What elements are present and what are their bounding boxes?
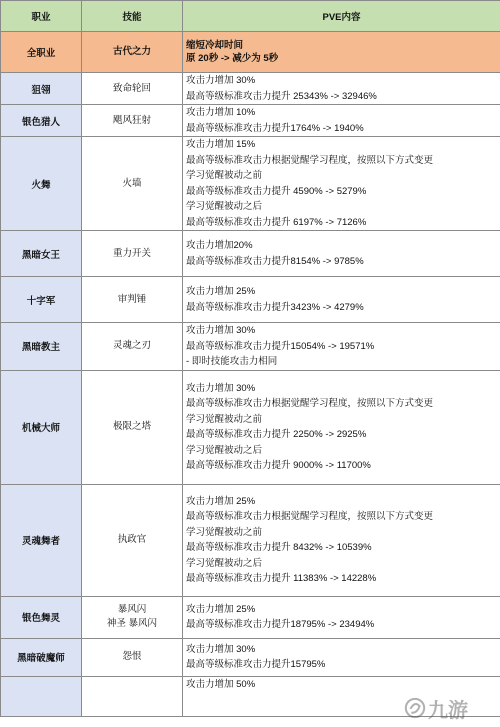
content-line: 最高等级标准攻击力根据觉醒学习程度，按照以下方式变更 <box>186 511 434 522</box>
table-row <box>1 73 500 105</box>
content-line: 学习觉醒被动之后 <box>186 444 263 456</box>
class-name: 银色猎人 <box>1 105 82 137</box>
skill-name <box>82 137 183 231</box>
class-name: 灵魂舞者 <box>1 484 82 596</box>
content-line: 学习觉醒被动之前 <box>186 526 263 538</box>
content-line: 学习觉醒被动之前 <box>186 413 263 425</box>
class-name: 银色舞灵 <box>1 596 82 638</box>
content-line: 学习觉醒被动之后 <box>186 557 263 569</box>
all-class-skill: 古代之力 <box>82 32 183 73</box>
table-row <box>1 596 500 638</box>
skill-name <box>82 596 183 638</box>
content-line: 原 20秒 -> 减少为 5秒 <box>186 53 279 64</box>
content-line: 攻击力增加 30% <box>186 325 256 336</box>
content-line: 攻击力增加20% <box>186 240 253 251</box>
pve-content <box>183 484 500 596</box>
skill-name <box>82 638 183 676</box>
skill-name <box>82 676 183 716</box>
skill-name <box>82 231 183 277</box>
table-row <box>1 137 500 231</box>
header-class: 职业 <box>1 1 82 32</box>
content-line: 攻击力增加 25% <box>186 603 256 615</box>
table-row <box>1 484 500 596</box>
content-line: 最高等级标准攻击力提升 8432% -> 10539% <box>186 542 372 553</box>
all-class-role: 全职业 <box>1 32 82 73</box>
class-name: 黑暗女王 <box>1 231 82 277</box>
pve-content <box>183 596 500 638</box>
pve-content <box>183 638 500 676</box>
class-name: 火舞 <box>1 137 82 231</box>
skill-line: 暴风闪 <box>117 604 147 615</box>
skill-line: 致命轮回 <box>112 82 151 94</box>
pve-content <box>183 277 500 323</box>
content-line: 最高等级标准攻击力提升15795% <box>186 659 326 670</box>
skill-line: 极限之塔 <box>112 421 151 432</box>
content-line: 学习觉醒被动之后 <box>186 201 263 212</box>
pve-content <box>183 231 500 277</box>
pve-content <box>183 137 500 231</box>
content-line: 最高等级标准攻击力提升8154% -> 9785% <box>186 255 364 267</box>
watermark <box>404 693 492 723</box>
table-row <box>1 370 500 484</box>
skill-line: 火墙 <box>122 177 142 189</box>
class-name: 黑暗破魔师 <box>1 638 82 676</box>
class-name: 机械大师 <box>1 370 82 484</box>
content-line: 学习觉醒被动之前 <box>186 170 263 181</box>
skill-line: 怨恨 <box>122 651 142 662</box>
content-line: 攻击力增加 25% <box>186 286 256 297</box>
content-line: 最高等级标准攻击力提升 11383% -> 14228% <box>186 573 377 584</box>
content-line: 最高等级标准攻击力根据觉醒学习程度，按照以下方式变更 <box>186 398 434 409</box>
skill-name <box>82 73 183 105</box>
content-line: 攻击力增加 30% <box>186 382 256 394</box>
pve-content <box>183 370 500 484</box>
content-line: 攻击力增加 50% <box>186 678 256 690</box>
content-line: 最高等级标准攻击力提升1764% -> 1940% <box>186 122 364 134</box>
content-line: 攻击力增加 30% <box>186 643 256 655</box>
all-class-row <box>1 32 500 73</box>
table-row <box>1 638 500 676</box>
table-row <box>1 323 500 371</box>
skill-name <box>82 370 183 484</box>
skill-line: 飓风狂射 <box>112 114 151 126</box>
pve-content <box>183 73 500 105</box>
content-line: 攻击力增加 30% <box>186 75 256 86</box>
content-line: 攻击力增加 25% <box>186 495 256 507</box>
content-line: 最高等级标准攻击力根据觉醒学习程度，按照以下方式变更 <box>186 154 434 166</box>
skill-line: 灵魂之刃 <box>112 340 151 352</box>
content-line: 最高等级标准攻击力提升 25343% -> 32946% <box>186 90 377 102</box>
content-line: 最高等级标准攻击力提升18795% -> 23494% <box>186 619 375 630</box>
table-row <box>1 231 500 277</box>
skill-name <box>82 277 183 323</box>
header-pve: PVE内容 <box>183 1 500 32</box>
content-line: 最高等级标准攻击力提升3423% -> 4279% <box>186 301 364 313</box>
content-line: 最高等级标准攻击力提升 6197% -> 7126% <box>186 216 367 228</box>
all-class-content <box>183 32 500 73</box>
content-line: 攻击力增加 10% <box>186 107 256 118</box>
class-name: 狙翎 <box>1 73 82 105</box>
table-row <box>1 277 500 323</box>
content-line: 缩短冷却时间 <box>186 40 244 51</box>
header-skill: 技能 <box>82 1 183 32</box>
watermark-text: 九游 <box>428 697 468 722</box>
content-line: 最高等级标准攻击力提升15054% -> 19571% <box>186 340 375 352</box>
skill-name <box>82 323 183 371</box>
skill-name <box>82 484 183 596</box>
content-line: 最高等级标准攻击力提升 9000% -> 11700% <box>186 460 371 471</box>
jiuyou-logo-icon <box>404 697 426 719</box>
class-name: 黑暗教主 <box>1 323 82 371</box>
skill-line: 审判锤 <box>117 293 147 305</box>
table-row <box>1 105 500 137</box>
pve-content <box>183 105 500 137</box>
skill-line: 神圣 暴风闪 <box>106 618 158 629</box>
header-row <box>1 1 500 32</box>
skill-name <box>82 105 183 137</box>
pve-content <box>183 323 500 371</box>
content-line: 最高等级标准攻击力提升 2250% -> 2925% <box>186 429 367 440</box>
class-name: 十字军 <box>1 277 82 323</box>
skill-line: 执政官 <box>117 534 147 545</box>
class-name <box>1 676 82 716</box>
skill-line: 重力开关 <box>112 247 151 259</box>
content-line: 最高等级标准攻击力提升 4590% -> 5279% <box>186 185 367 197</box>
content-line: 攻击力增加 15% <box>186 139 256 150</box>
content-line: - 即时技能攻击力相同 <box>186 356 278 367</box>
